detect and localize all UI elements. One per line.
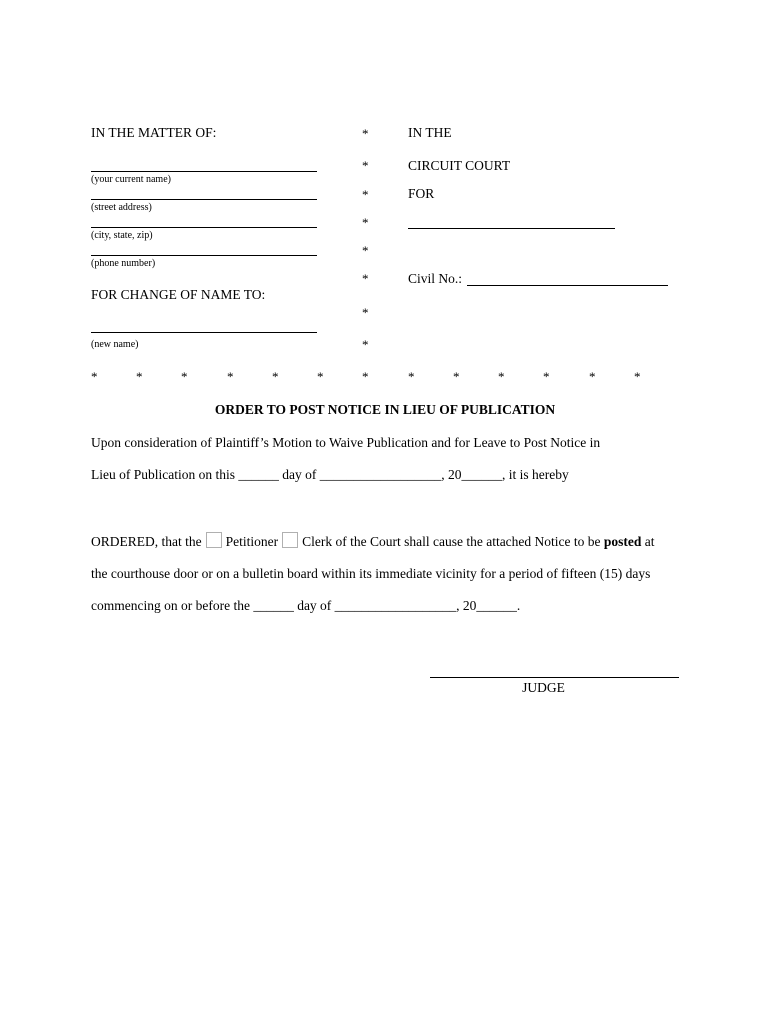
separator-star: * <box>408 369 415 384</box>
caption-star: * <box>362 243 369 258</box>
ordered-paragraph-line-3: commencing on or before the ______ day of __________________, 20______. <box>91 598 521 613</box>
separator-star: * <box>362 369 369 384</box>
for-text: FOR <box>408 186 435 201</box>
in-the-text: IN THE <box>408 125 452 140</box>
caption-star: * <box>362 305 369 320</box>
civil-no-label: Civil No.: <box>408 271 463 286</box>
judge-signature-line[interactable] <box>430 677 679 678</box>
phone-number-label: (phone number) <box>91 258 156 269</box>
current-name-label: (your current name) <box>91 174 171 185</box>
petitioner-checkbox[interactable] <box>206 532 222 548</box>
order-paragraph-line-2: Lieu of Publication on this ______ day of __________________, 20______, it is hereby <box>91 467 569 482</box>
circuit-court-text: CIRCUIT COURT <box>408 158 511 173</box>
ordered-prefix: ORDERED, that the <box>91 534 202 549</box>
current-name-line[interactable] <box>91 171 317 172</box>
ordered-line <box>91 532 655 550</box>
posted-word: posted <box>603 534 642 549</box>
change-of-name-heading: FOR CHANGE OF NAME TO: <box>91 287 266 302</box>
separator-star: * <box>227 369 234 384</box>
separator-star: * <box>181 369 188 384</box>
city-state-zip-line[interactable] <box>91 227 317 228</box>
caption-star: * <box>362 271 369 286</box>
caption-star: * <box>362 337 369 352</box>
at-word: at <box>641 534 655 549</box>
street-address-label: (street address) <box>91 202 152 213</box>
county-line[interactable] <box>408 228 615 229</box>
separator-star: * <box>498 369 505 384</box>
caption-star: * <box>362 215 369 230</box>
petitioner-label: Petitioner <box>225 534 279 549</box>
new-name-label: (new name) <box>91 339 139 350</box>
separator-star: * <box>272 369 279 384</box>
judge-label: JUDGE <box>522 680 565 695</box>
clerk-checkbox[interactable] <box>282 532 298 548</box>
separator-star: * <box>589 369 596 384</box>
new-name-line[interactable] <box>91 332 317 333</box>
city-state-zip-label: (city, state, zip) <box>91 230 153 241</box>
caption-star: * <box>362 126 369 141</box>
order-paragraph-line-1: Upon consideration of Plaintiff’s Motion to Waive Publication and for Leave to Post Notice in <box>91 435 601 450</box>
separator-star: * <box>317 369 324 384</box>
ordered-paragraph-line-2: the courthouse door or on a bulletin board within its immediate vicinity for a period of fifteen (15) days <box>91 566 651 581</box>
separator-star: * <box>453 369 460 384</box>
street-address-line[interactable] <box>91 199 317 200</box>
caption-star: * <box>362 158 369 173</box>
caption-star: * <box>362 187 369 202</box>
separator-star: * <box>91 369 98 384</box>
separator-star: * <box>136 369 143 384</box>
phone-number-line[interactable] <box>91 255 317 256</box>
separator-star: * <box>543 369 550 384</box>
clerk-text: Clerk of the Court shall cause the attached Notice to be <box>302 534 601 549</box>
matter-heading: IN THE MATTER OF: <box>91 125 217 140</box>
civil-no-line[interactable] <box>467 285 668 286</box>
order-title: ORDER TO POST NOTICE IN LIEU OF PUBLICATION <box>214 402 556 417</box>
separator-star: * <box>634 369 641 384</box>
